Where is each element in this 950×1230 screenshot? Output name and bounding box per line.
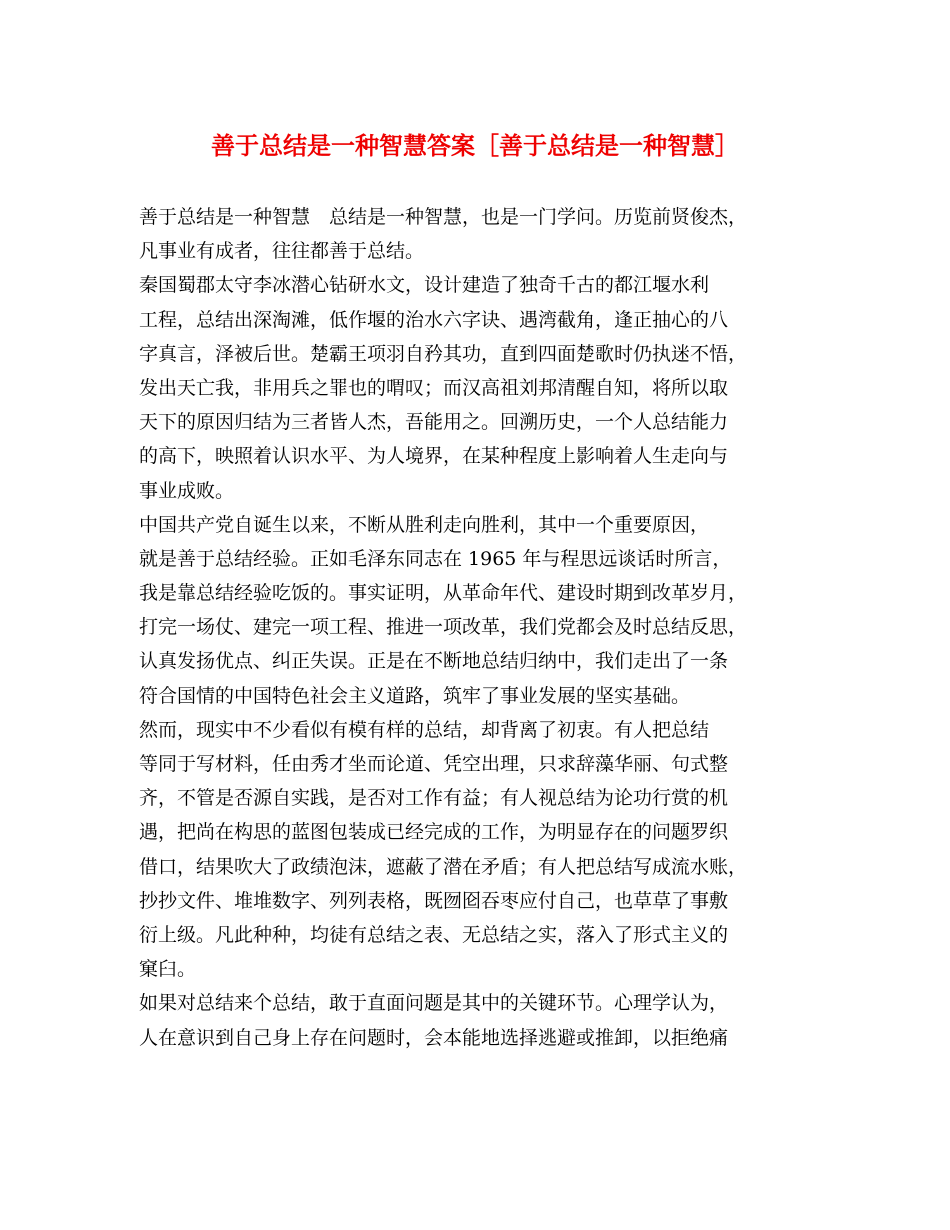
document-title: 善于总结是一种智慧答案［善于总结是一种智慧］ (211, 131, 739, 160)
text-line: 中国共产党自诞生以来，不断从胜利走向胜利，其中一个重要原因， (139, 513, 710, 536)
text-line: 符合国情的中国特色社会主义道路，筑牢了事业发展的坚实基础。 (139, 684, 691, 707)
text-line: 秦国蜀郡太守李冰潜心钻研水文，设计建造了独奇千古的都江堰水利 (139, 274, 710, 297)
document-body (139, 200, 829, 1055)
text-line: 发出天亡我，非用兵之罪也的喟叹；而汉高祖刘邦清醒自知，将所以取 (139, 376, 729, 399)
text-line: 凡事业有成者，往往都善于总结。 (139, 240, 425, 263)
text-line: 善于总结是一种智慧 总结是一种智慧，也是一门学问。历览前贤俊杰， (139, 206, 748, 228)
text-line: 等同于写材料，任由秀才坐而论道、凭空出理，只求辞藻华丽、句式整 (139, 753, 729, 775)
text-line: 就是善于总结经验。正如毛泽东同志在 1965 年与程思远谈话时所言， (139, 547, 732, 570)
text-line: 借口，结果吹大了政绩泡沫，遮蔽了潜在矛盾；有人把总结写成流水账， (139, 855, 748, 878)
text-line: 抄抄文件、堆堆数字、列列表格，既囫囵吞枣应付自己，也草草了事敷 (139, 889, 729, 912)
text-line: 我是靠总结经验吃饭的。事实证明，从革命年代、建设时期到改革岁月， (139, 582, 748, 605)
text-line: 认真发扬优点、纠正失误。正是在不断地总结归纳中，我们走出了一条 (139, 650, 729, 673)
text-line: 如果对总结来个总结，敢于直面问题是其中的关键环节。心理学认为， (139, 992, 729, 1015)
text-line: 的高下，映照着认识水平、为人境界，在某种程度上影响着人生走向与 (139, 445, 729, 468)
text-line: 字真言，泽被后世。楚霸王项羽自矜其功，直到四面楚歌时仍执迷不悟， (139, 342, 748, 365)
text-line: 然而，现实中不少看似有模有样的总结，却背离了初衷。有人把总结 (139, 718, 710, 741)
text-line: 事业成败。 (139, 479, 235, 502)
text-line: 衍上级。凡此种种，均徒有总结之表、无总结之实，落入了形式主义的 (139, 923, 729, 946)
text-line: 窠臼。 (139, 958, 197, 981)
text-line: 工程，总结出深淘滩，低作堰的治水六字诀、遇湾截角，逢正抽心的八 (139, 308, 729, 331)
text-line: 人在意识到自己身上存在问题时，会本能地选择逃避或推卸，以拒绝痛 (139, 1026, 729, 1049)
text-line: 遇，把尚在构思的蓝图包装成已经完成的工作，为明显存在的问题罗织 (139, 821, 729, 844)
text-line: 打完一场仗、建完一项工程、推进一项改革，我们党都会及时总结反思， (139, 616, 748, 639)
text-line: 天下的原因归结为三者皆人杰，吾能用之。回溯历史，一个人总结能力 (139, 411, 729, 434)
text-line: 齐，不管是否源自实践，是否对工作有益；有人视总结为论功行赏的机 (139, 787, 729, 810)
